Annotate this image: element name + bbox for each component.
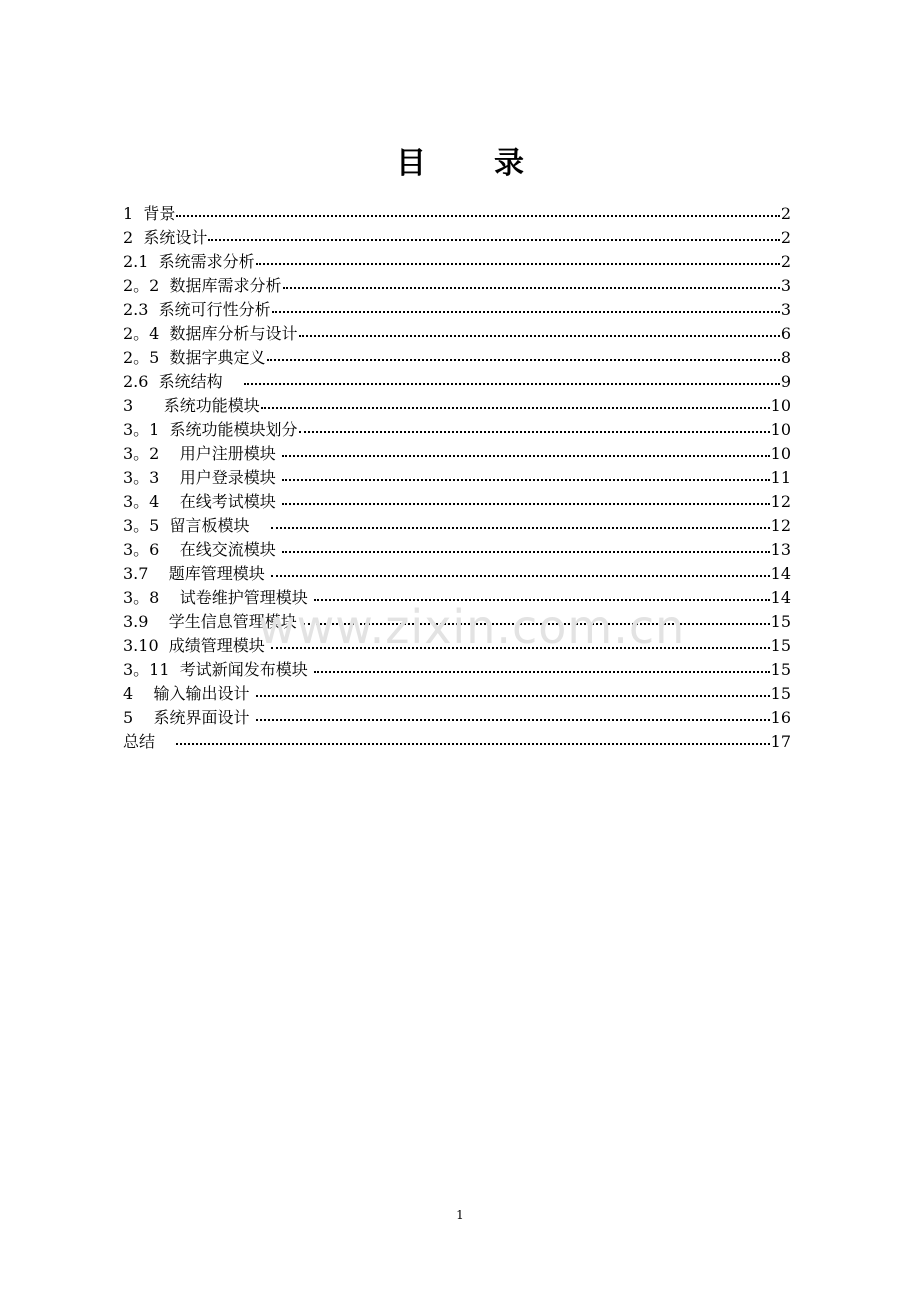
toc-leader-dots [271,647,770,649]
toc-leader-dots [272,311,780,313]
toc-entry-page: 12 [770,492,791,511]
toc-entry-label: 2.3 系统可行性分析 [123,300,271,319]
toc-entry-page: 10 [770,444,791,463]
toc-entry-page: 6 [780,324,791,343]
toc-entry-page: 13 [770,540,791,559]
toc-entry-page: 12 [770,516,791,535]
toc-entry[interactable] [123,346,791,370]
toc-entry-label: 2。4 数据库分析与设计 [123,324,298,343]
toc-entry-page: 8 [780,348,791,367]
toc-entry[interactable] [123,634,791,658]
toc-leader-dots [314,599,770,601]
toc-entry-label: 5 系统界面设计 [123,708,255,727]
toc-entry-page: 15 [770,612,791,631]
toc-leader-dots [244,383,780,385]
toc-leader-dots [176,743,769,745]
toc-entry-page: 15 [770,636,791,655]
toc-entry[interactable] [123,682,791,706]
toc-leader-dots [256,695,770,697]
toc-entry-label: 2。5 数据字典定义 [123,348,266,367]
toc-leader-dots [208,239,779,241]
toc-entry-label: 1 背景 [123,204,176,223]
toc-title-char-2: 录 [494,146,524,181]
toc-leader-dots [271,575,770,577]
page-number: 1 [456,1208,464,1222]
toc-entry-page: 3 [780,276,791,295]
toc-entry[interactable] [123,322,791,346]
toc-entry-label: 3。2 用户注册模块 [123,444,281,463]
toc-leader-dots [282,503,770,505]
toc-entry-label: 2。2 数据库需求分析 [123,276,282,295]
toc-leader-dots [282,479,770,481]
toc-leader-dots [256,719,770,721]
toc-entry-label: 3。6 在线交流模块 [123,540,281,559]
table-of-contents [123,202,791,754]
toc-title-char-1: 目 [396,146,426,181]
toc-entry[interactable] [123,370,791,394]
toc-entry[interactable] [123,250,791,274]
toc-entry-page: 11 [770,468,791,487]
toc-entry-label: 3.7 题库管理模块 [123,564,270,583]
toc-entry-page: 14 [770,564,791,583]
toc-leader-dots [176,215,779,217]
toc-entry-page: 9 [780,372,791,391]
toc-entry[interactable] [123,274,791,298]
toc-leader-dots [271,527,770,529]
toc-entry[interactable] [123,706,791,730]
toc-entry-label: 总结 [123,732,176,751]
toc-entry-label: 3.9 学生信息管理模块 [123,612,302,631]
toc-entry[interactable] [123,226,791,250]
watermark: www.zixin.com.cn [258,600,686,654]
toc-leader-dots [299,335,780,337]
toc-entry[interactable] [123,514,791,538]
toc-entry-page: 2 [780,228,791,247]
toc-entry[interactable] [123,442,791,466]
toc-entry[interactable] [123,418,791,442]
toc-entry-page: 10 [770,420,791,439]
toc-entry-page: 17 [770,732,791,751]
toc-leader-dots [283,287,780,289]
toc-leader-dots [303,623,770,625]
toc-leader-dots [282,455,770,457]
toc-entry-label: 2.1 系统需求分析 [123,252,255,271]
toc-entry-page: 2 [780,204,791,223]
toc-entry[interactable] [123,586,791,610]
toc-entry[interactable] [123,562,791,586]
toc-entry-label: 3。4 在线考试模块 [123,492,281,511]
toc-entry-label: 3。11 考试新闻发布模块 [123,660,313,679]
toc-entry[interactable] [123,298,791,322]
toc-leader-dots [282,551,770,553]
toc-entry-page: 16 [770,708,791,727]
toc-entry[interactable] [123,202,791,226]
toc-entry-label: 2 系统设计 [123,228,208,247]
toc-leader-dots [314,671,770,673]
toc-entry[interactable] [123,730,791,754]
toc-leader-dots [256,263,780,265]
toc-leader-dots [267,359,780,361]
toc-entry-label: 2.6 系统结构 [123,372,243,391]
toc-entry[interactable] [123,538,791,562]
toc-entry-page: 10 [770,396,791,415]
toc-entry[interactable] [123,658,791,682]
toc-entry-page: 15 [770,684,791,703]
toc-entry[interactable] [123,490,791,514]
toc-entry-page: 2 [780,252,791,271]
toc-entry-label: 3 系统功能模块 [123,396,260,415]
toc-entry-page: 3 [780,300,791,319]
toc-entry-page: 15 [770,660,791,679]
toc-entry-page: 14 [770,588,791,607]
toc-entry-label: 3.10 成绩管理模块 [123,636,270,655]
toc-leader-dots [299,431,770,433]
toc-entry[interactable] [123,610,791,634]
toc-entry-label: 3。8 试卷维护管理模块 [123,588,313,607]
toc-entry-label: 3。5 留言板模块 [123,516,270,535]
toc-entry[interactable] [123,394,791,418]
toc-entry-label: 3。3 用户登录模块 [123,468,281,487]
toc-entry-label: 3。1 系统功能模块划分 [123,420,298,439]
toc-leader-dots [261,407,770,409]
toc-title [0,138,920,182]
toc-entry[interactable] [123,466,791,490]
toc-entry-label: 4 输入输出设计 [123,684,255,703]
